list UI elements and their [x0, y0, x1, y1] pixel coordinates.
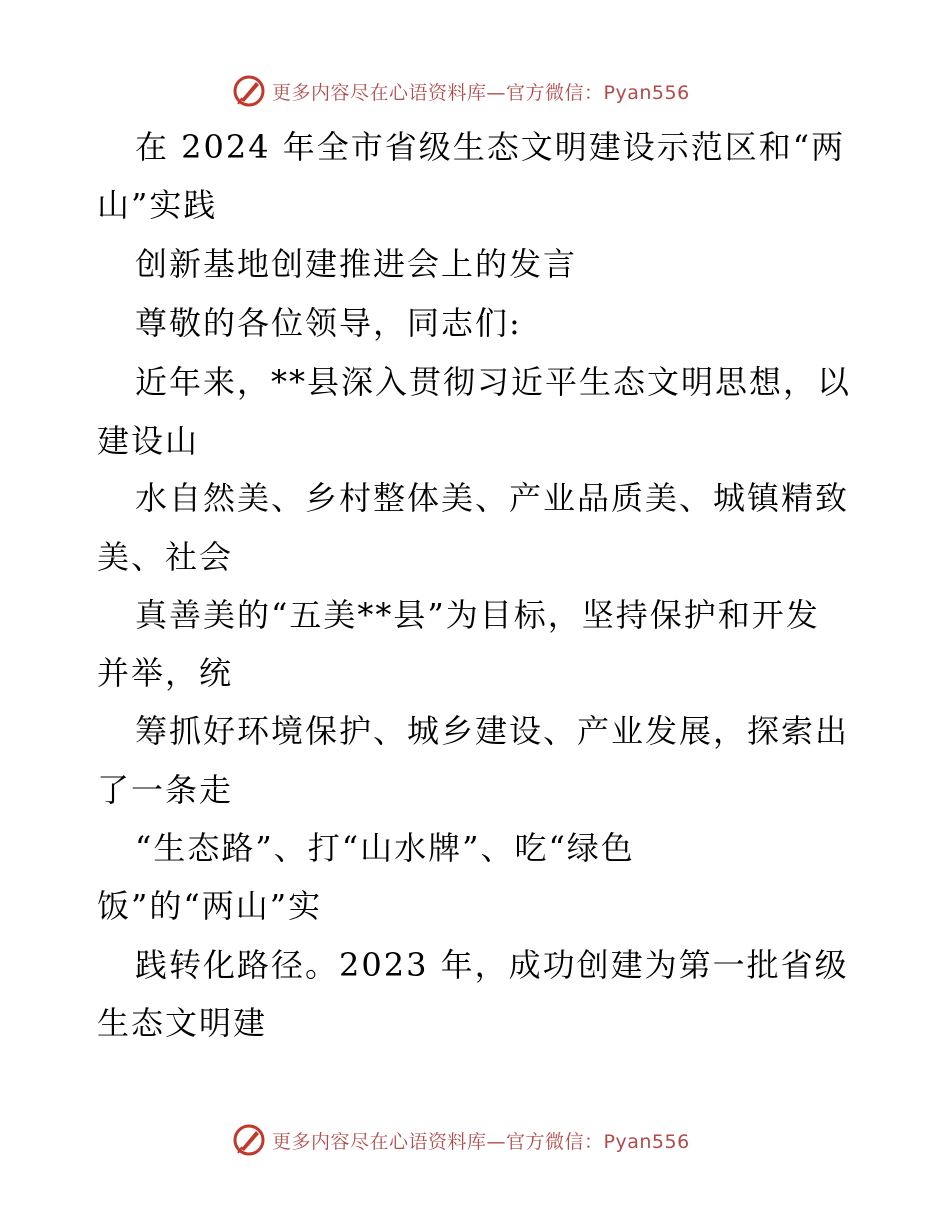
text-line: 近年来，**县深入贯彻习近平生态文明思想，以: [135, 363, 852, 401]
text-line: 创新基地创建推进会上的发言: [135, 245, 578, 283]
text-line: 生态文明建: [97, 1004, 268, 1042]
text-line: 在 2024 年全市省级生态文明建设示范区和“两: [135, 128, 846, 166]
footer-banner: [232, 1120, 690, 1160]
text-line: 并举，统: [97, 654, 234, 692]
text-line: 尊敬的各位领导，同志们:: [135, 304, 522, 342]
quill-logo-icon: [232, 74, 266, 108]
text-line: 了一条走: [97, 771, 234, 809]
text-line: 筹抓好环境保护、城乡建设、产业发展，探索出: [135, 712, 850, 750]
header-banner-text: 更多内容尽在心语资料库—官方微信：Pyan556: [272, 81, 690, 104]
text-line: “生态路”、打“山水牌”、吃“绿色: [135, 829, 635, 867]
quill-logo-icon: [232, 1123, 266, 1157]
text-line: 真善美的“五美**县”为目标，坚持保护和开发: [135, 596, 820, 634]
text-line: 建设山: [97, 422, 200, 460]
text-line: 美、社会: [97, 538, 234, 576]
text-line: 水自然美、乡村整体美、产业品质美、城镇精致: [135, 479, 850, 517]
text-line: 山”实践: [97, 186, 218, 224]
text-line: 践转化路径。2023 年，成功创建为第一批省级: [135, 946, 849, 984]
text-line: 饭”的“两山”实: [97, 887, 323, 925]
header-banner: [232, 71, 690, 111]
footer-banner-text: 更多内容尽在心语资料库—官方微信：Pyan556: [272, 1130, 690, 1153]
